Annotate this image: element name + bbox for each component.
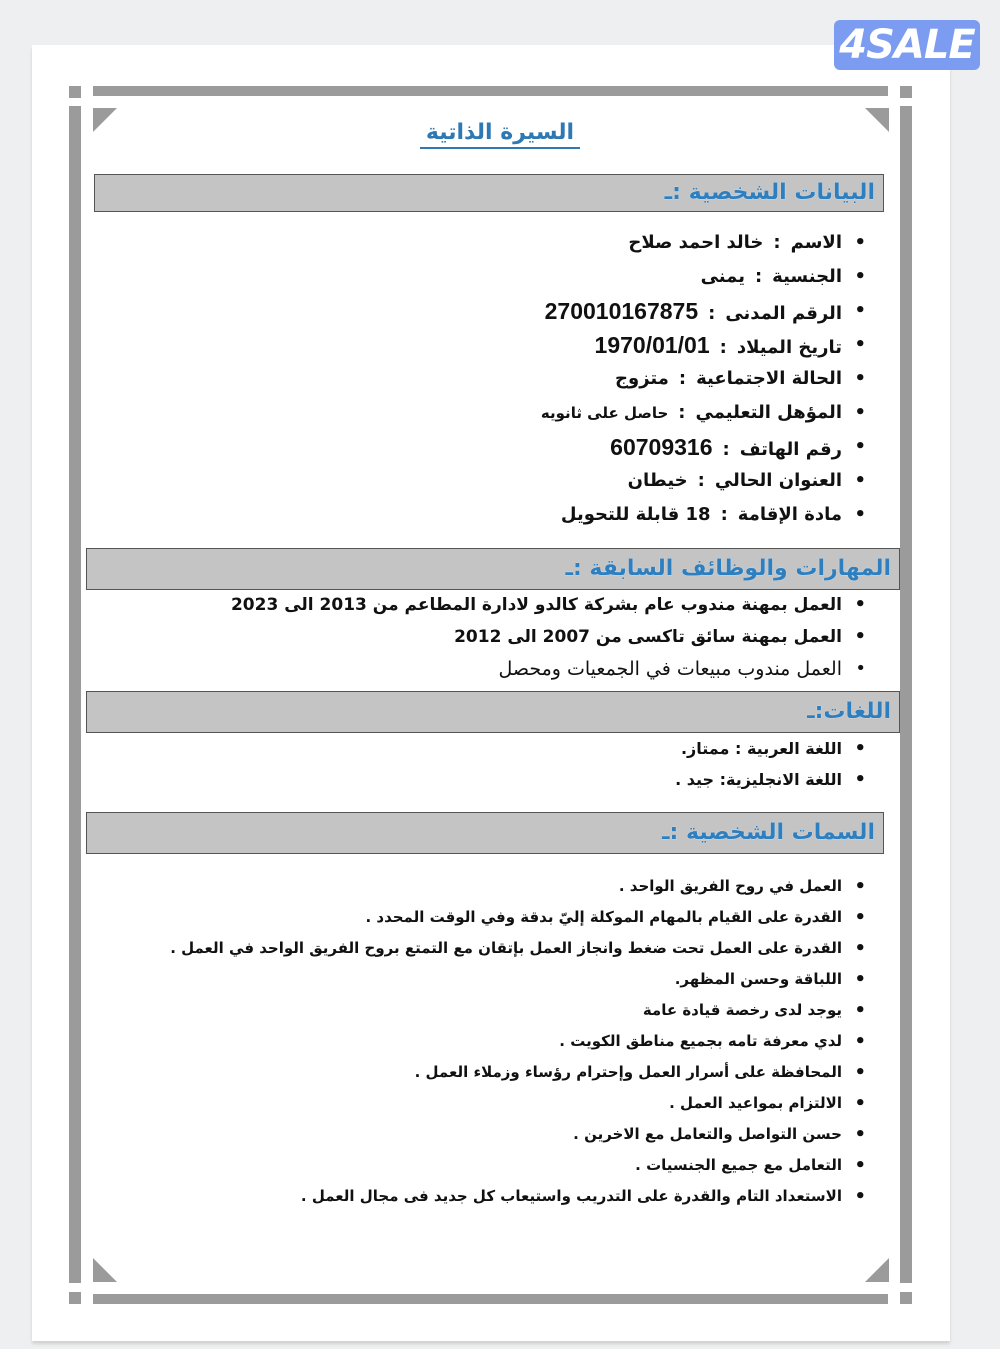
list-item: • الاسم:خالد احمد صلاح	[541, 226, 870, 260]
frame-bottom-bar	[93, 1294, 888, 1304]
list-item: • اللغة العربية : ممتاز.	[675, 733, 870, 764]
list-item: • العمل مندوب مبيعات في الجمعيات ومحصل	[231, 653, 870, 685]
frame-right-bar	[900, 106, 912, 1283]
corner-triangle-icon	[865, 108, 889, 132]
corner-triangle-icon	[93, 1258, 117, 1282]
traits-list	[170, 871, 870, 1212]
list-item: • القدرة على العمل تحت ضغط وانجاز العمل بإتقان مع التمتع بروح الفريق الواحد في العمل .	[170, 933, 870, 964]
list-item: • العمل بمهنة مندوب عام بشركة كالدو لادارة المطاعم من 2013 الى 2023	[231, 589, 870, 621]
list-item: • لدي معرفة تامه بجميع مناطق الكويت .	[170, 1026, 870, 1057]
frame-corner-tr	[900, 86, 912, 98]
list-item: • تاريخ الميلاد:1970/01/01	[541, 328, 870, 362]
watermark-badge: 4SALE	[834, 20, 980, 70]
list-item: • مادة الإقامة:18 قابلة للتحويل	[541, 498, 870, 532]
list-item: • الحالة الاجتماعية:متزوج	[541, 362, 870, 396]
list-item: • التعامل مع جميع الجنسيات .	[170, 1150, 870, 1181]
list-item: • العمل في روح الفريق الواحد .	[170, 871, 870, 902]
skills-list	[231, 589, 870, 685]
corner-triangle-icon	[93, 108, 117, 132]
section-header-skills: المهارات والوظائف السابقة :ـ	[86, 548, 900, 590]
frame-corner-tl	[69, 86, 81, 98]
list-item: • المحافظة على أسرار العمل وإحترام رؤساء وزملاء العمل .	[170, 1057, 870, 1088]
section-header-personal: البيانات الشخصية :ـ	[94, 174, 884, 212]
list-item: • الالتزام بمواعيد العمل .	[170, 1088, 870, 1119]
section-header-traits: السمات الشخصية :ـ	[86, 812, 884, 854]
list-item: • الاستعداد التام والقدرة على التدريب واستيعاب كل جديد فى مجال العمل .	[170, 1181, 870, 1212]
list-item: • يوجد لدى رخصة قيادة عامة	[170, 995, 870, 1026]
list-item: • المؤهل التعليمي:حاصل على ثانويه	[541, 396, 870, 430]
list-item: • اللباقة وحسن المظهر.	[170, 964, 870, 995]
frame-corner-bl	[69, 1292, 81, 1304]
frame-top-bar	[93, 86, 888, 96]
corner-triangle-icon	[865, 1258, 889, 1282]
list-item: • العنوان الحالي:خيطان	[541, 464, 870, 498]
list-item: • العمل بمهنة سائق تاكسى من 2007 الى 2012	[231, 621, 870, 653]
list-item: • رقم الهاتف:60709316	[541, 430, 870, 464]
list-item: • اللغة الانجليزية: جيد .	[675, 764, 870, 795]
languages-list	[675, 733, 870, 795]
list-item: • القدرة على القيام بالمهام الموكلة إليّ بدقة وفي الوقت المحدد .	[170, 902, 870, 933]
frame-corner-br	[900, 1292, 912, 1304]
list-item: • حسن التواصل والتعامل مع الاخرين .	[170, 1119, 870, 1150]
frame-left-bar	[69, 106, 81, 1283]
personal-info-list	[541, 226, 870, 532]
section-header-languages: اللغات:ـ	[86, 691, 900, 733]
list-item: • الجنسية:يمنى	[541, 260, 870, 294]
document-title: السيرة الذاتية	[300, 120, 700, 145]
list-item: • الرقم المدنى:270010167875	[541, 294, 870, 328]
